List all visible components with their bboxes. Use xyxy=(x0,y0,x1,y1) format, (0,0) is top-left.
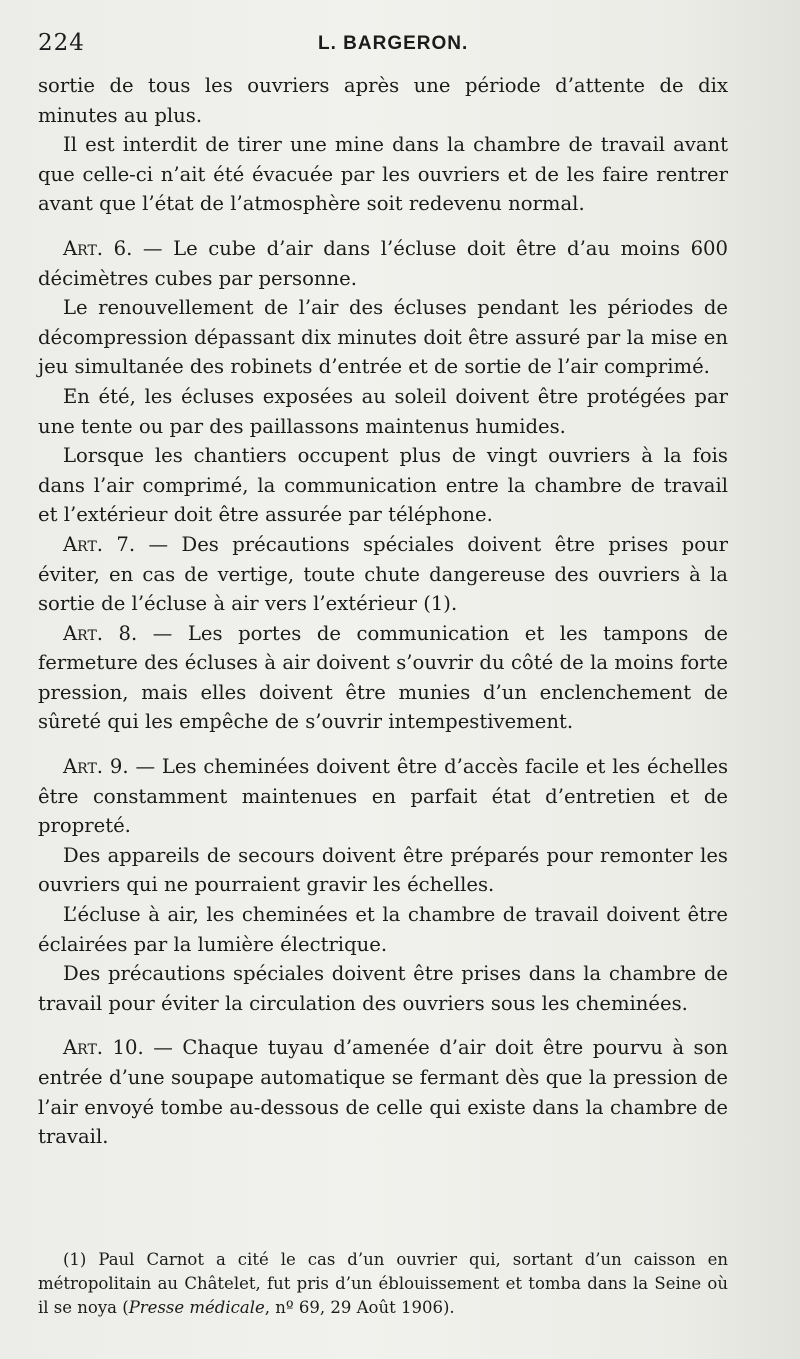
paragraph: Lorsque les chantiers occupent plus de vingt ouvriers à la fois dans l’air comprimé, la communication entre la chambre de travail et l’extérieur doit être assurée par téléphone. xyxy=(38,444,728,527)
article-7: Art. 7. — Des précautions spéciales doivent être prises pour éviter, en cas de vertige, toute chute dangereuse des ouvriers à la sortie de l’écluse à air vers l’extérieur (1). xyxy=(38,532,729,616)
article-6: Art. 6. — Le cube d’air dans l’écluse doit être d’au moins 600 décimètres cubes par personne. xyxy=(38,236,728,290)
article-label: Art. 7. xyxy=(63,532,136,556)
article-label: Art. 6. xyxy=(63,236,133,260)
article-label: Art. 8. xyxy=(63,621,138,645)
paragraph: Le renouvellement de l’air des écluses pendant les périodes de décompression dépassant dix minutes doit être assuré par la mise en jeu simultanée des robinets d’entrée et de sortie de l’air comprimé. xyxy=(38,296,728,379)
paragraph: En été, les écluses exposées au soleil doivent être protégées par une tente ou par des paillassons maintenus humides. xyxy=(38,384,728,438)
page-header xyxy=(38,30,728,62)
paragraph: Des précautions spéciales doivent être prises dans la chambre de travail pour éviter la circulation des ouvriers sous les cheminées. xyxy=(38,962,728,1015)
running-head: L. BARGERON. xyxy=(318,33,469,54)
article-10: Art. 10. — Chaque tuyau d’amenée d’air doit être pourvu à son entrée d’une soupape automatique se fermant dès que la pression de l’air envoyé tombe au-dessous de celle qui existe dans la chambre de travail. xyxy=(38,1036,729,1149)
paragraph: Il est interdit de tirer une mine dans la chambre de travail avant que celle-ci n’ait été évacuée par les ouvriers et de les faire rentrer avant que l’état de l’atmosphère soit redevenu normal. xyxy=(38,133,728,216)
footnote-text: (1) Paul Carnot a cité le cas d’un ouvrier qui, sortant d’un caisson en métropolitain au Châtelet, fut pris d’un éblouissement et tomba dans la Seine où il se noya (Presse médicale, nº 69, 29 Août 1906). xyxy=(38,1250,728,1317)
paragraph: sortie de tous les ouvriers après une période d’attente de dix minutes au plus. xyxy=(38,74,728,127)
footnote xyxy=(38,1248,728,1320)
body-text xyxy=(38,71,728,1152)
paragraph: Des appareils de secours doivent être préparés pour remonter les ouvriers qui ne pourraient gravir les échelles. xyxy=(38,843,728,897)
paragraph: L’écluse à air, les cheminées et la chambre de travail doivent être éclairées par la lumière électrique. xyxy=(38,903,728,956)
article-9: Art. 9. — Les cheminées doivent être d’accès facile et les échelles être constamment maintenues en parfait état d’entretien et de propreté. xyxy=(38,755,729,838)
page-number: 224 xyxy=(38,30,85,56)
article-8: Art. 8. — Les portes de communication et les tampons de fermeture des écluses à air doivent s’ouvrir du côté de la moins forte pression, mais elles doivent être munies d’un enclenchement de sûreté qui les empêche de s’ouvrir intempestivement. xyxy=(38,621,729,734)
journal-title: Presse médicale xyxy=(128,1298,265,1317)
article-label: Art. 10. xyxy=(63,1036,144,1060)
article-label: Art. 9. xyxy=(63,755,129,779)
